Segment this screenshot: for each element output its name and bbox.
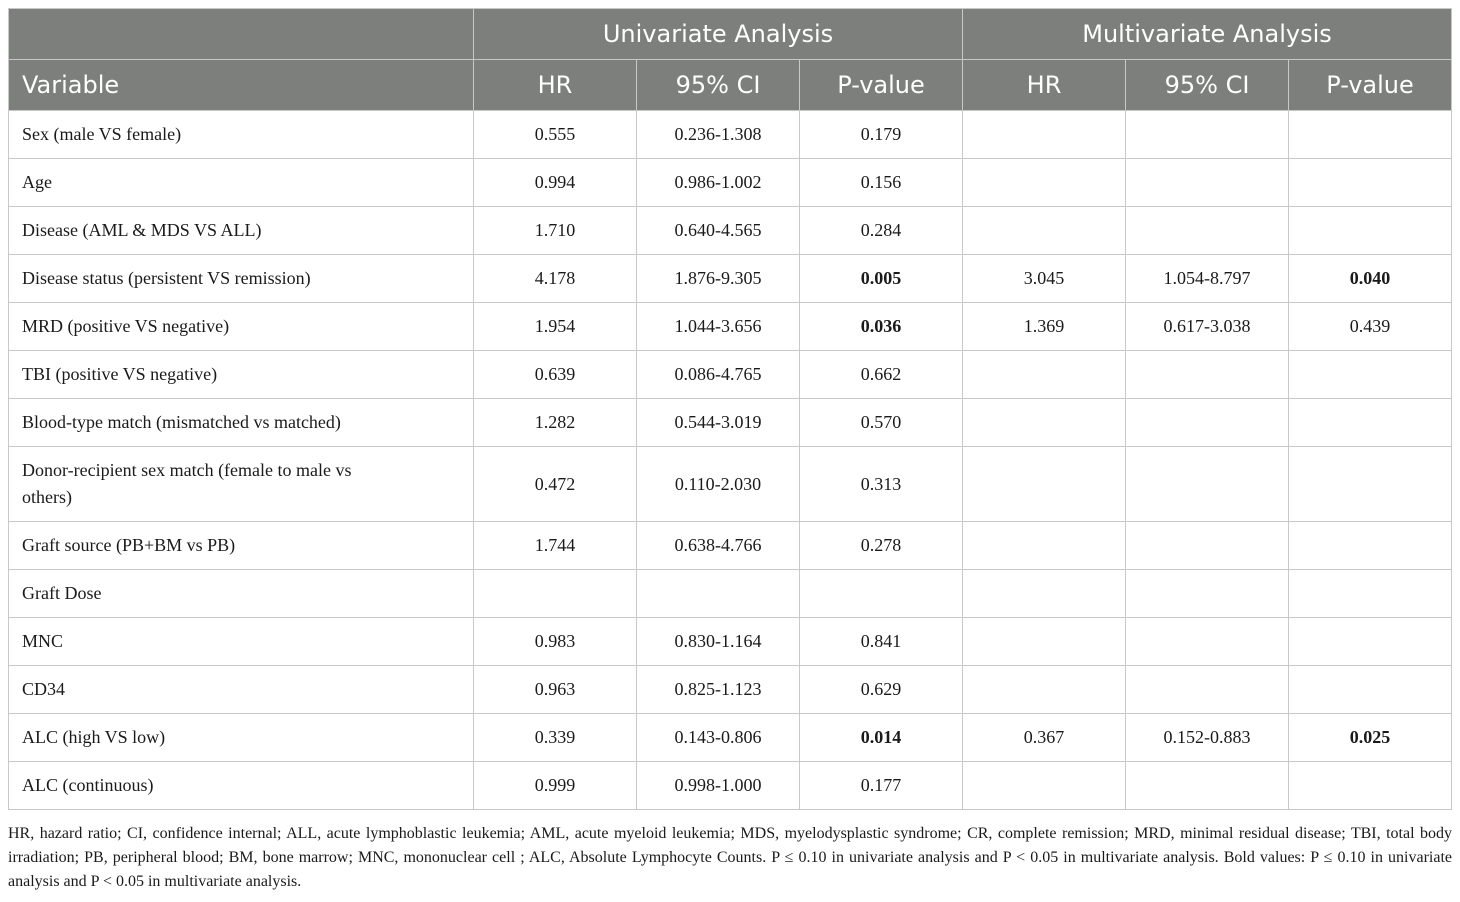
table-row (9, 399, 1452, 447)
multi-ci-cell (1126, 570, 1289, 618)
multi-p-cell (1289, 447, 1452, 522)
multi-p-cell: 0.025 (1289, 714, 1452, 762)
multi-hr-cell: 1.369 (963, 303, 1126, 351)
uni-ci-column-header: 95% CI (637, 60, 800, 111)
multi-ci-cell (1126, 522, 1289, 570)
uni-p-cell: 0.036 (800, 303, 963, 351)
uni-ci-cell (637, 570, 800, 618)
table-row (9, 666, 1452, 714)
multi-p-column-header: P-value (1289, 60, 1452, 111)
variable-cell: Sex (male VS female) (9, 111, 474, 159)
uni-hr-cell: 1.954 (474, 303, 637, 351)
uni-p-column-header: P-value (800, 60, 963, 111)
multi-hr-cell (963, 159, 1126, 207)
multi-p-cell (1289, 570, 1452, 618)
multi-ci-cell: 0.152-0.883 (1126, 714, 1289, 762)
multi-ci-cell (1126, 159, 1289, 207)
multi-p-cell (1289, 207, 1452, 255)
univariate-group-header: Univariate Analysis (474, 9, 963, 60)
uni-ci-cell: 0.110-2.030 (637, 447, 800, 522)
multi-p-cell (1289, 399, 1452, 447)
multi-p-cell (1289, 351, 1452, 399)
variable-cell: Blood-type match (mismatched vs matched) (9, 399, 474, 447)
uni-p-cell: 0.841 (800, 618, 963, 666)
uni-hr-cell: 0.339 (474, 714, 637, 762)
multi-p-cell (1289, 522, 1452, 570)
uni-ci-cell: 0.830-1.164 (637, 618, 800, 666)
variable-cell: Donor-recipient sex match (female to male vs others) (9, 447, 474, 522)
multi-hr-cell (963, 570, 1126, 618)
multi-ci-cell (1126, 399, 1289, 447)
table-row (9, 207, 1452, 255)
table-row (9, 522, 1452, 570)
uni-hr-column-header: HR (474, 60, 637, 111)
uni-hr-cell: 1.710 (474, 207, 637, 255)
variable-cell: ALC (high VS low) (9, 714, 474, 762)
analysis-table-container (8, 8, 1452, 810)
variable-column-header: Variable (9, 60, 474, 111)
uni-hr-cell: 0.472 (474, 447, 637, 522)
uni-hr-cell: 0.963 (474, 666, 637, 714)
multi-p-cell (1289, 762, 1452, 810)
table-row (9, 618, 1452, 666)
multi-p-cell: 0.040 (1289, 255, 1452, 303)
variable-cell: MNC (9, 618, 474, 666)
uni-hr-cell (474, 570, 637, 618)
uni-ci-cell: 0.825-1.123 (637, 666, 800, 714)
uni-p-cell: 0.284 (800, 207, 963, 255)
multi-hr-cell (963, 447, 1126, 522)
uni-hr-cell: 0.983 (474, 618, 637, 666)
uni-p-cell: 0.177 (800, 762, 963, 810)
multivariate-group-header: Multivariate Analysis (963, 9, 1452, 60)
table-body (9, 111, 1452, 810)
multi-hr-cell: 0.367 (963, 714, 1126, 762)
uni-hr-cell: 4.178 (474, 255, 637, 303)
variable-cell: ALC (continuous) (9, 762, 474, 810)
uni-p-cell: 0.179 (800, 111, 963, 159)
uni-p-cell: 0.313 (800, 447, 963, 522)
table-header (9, 9, 1452, 111)
multi-ci-cell (1126, 666, 1289, 714)
uni-ci-cell: 1.876-9.305 (637, 255, 800, 303)
table-row (9, 762, 1452, 810)
uni-hr-cell: 1.282 (474, 399, 637, 447)
multi-hr-cell (963, 207, 1126, 255)
multi-p-cell (1289, 159, 1452, 207)
multi-hr-cell: 3.045 (963, 255, 1126, 303)
uni-p-cell: 0.278 (800, 522, 963, 570)
uni-p-cell: 0.662 (800, 351, 963, 399)
multi-hr-cell (963, 762, 1126, 810)
variable-cell: Age (9, 159, 474, 207)
uni-ci-cell: 0.638-4.766 (637, 522, 800, 570)
uni-p-cell: 0.005 (800, 255, 963, 303)
variable-cell: Graft source (PB+BM vs PB) (9, 522, 474, 570)
multi-p-cell (1289, 618, 1452, 666)
uni-hr-cell: 0.555 (474, 111, 637, 159)
multi-p-cell (1289, 111, 1452, 159)
variable-cell: MRD (positive VS negative) (9, 303, 474, 351)
table-row (9, 159, 1452, 207)
uni-ci-cell: 0.236-1.308 (637, 111, 800, 159)
multi-hr-cell (963, 522, 1126, 570)
uni-ci-cell: 0.640-4.565 (637, 207, 800, 255)
uni-hr-cell: 1.744 (474, 522, 637, 570)
variable-cell: Disease (AML & MDS VS ALL) (9, 207, 474, 255)
multi-ci-cell (1126, 351, 1289, 399)
uni-p-cell (800, 570, 963, 618)
multi-p-cell: 0.439 (1289, 303, 1452, 351)
uni-hr-cell: 0.999 (474, 762, 637, 810)
variable-cell: CD34 (9, 666, 474, 714)
variable-cell: Disease status (persistent VS remission) (9, 255, 474, 303)
multi-ci-cell: 0.617-3.038 (1126, 303, 1289, 351)
uni-p-cell: 0.156 (800, 159, 963, 207)
multi-ci-cell (1126, 762, 1289, 810)
multi-ci-cell: 1.054-8.797 (1126, 255, 1289, 303)
table-footnote: HR, hazard ratio; CI, confidence internal; ALL, acute lymphoblastic leukemia; AML, acute myeloid leukemia; MDS, myelodysplastic syndrome; CR, complete remission; MRD, minimal residual disease; TBI, total body irradiation; PB, peripheral blood; BM, bone marrow; MNC, mononuclear cell ; ALC, Absolute Lymphocyte Counts. P ≤ 0.10 in univariate analysis and P < 0.05 in multivariate analysis. Bold values: P ≤ 0.10 in univariate analysis and P < 0.05 in multivariate analysis. (8, 825, 1452, 890)
multi-ci-cell (1126, 207, 1289, 255)
table-row (9, 447, 1452, 522)
multi-ci-cell (1126, 618, 1289, 666)
header-blank-cell (9, 9, 474, 60)
table-row (9, 111, 1452, 159)
table-row (9, 570, 1452, 618)
variable-cell: Graft Dose (9, 570, 474, 618)
uni-ci-cell: 0.986-1.002 (637, 159, 800, 207)
multi-hr-cell (963, 111, 1126, 159)
uni-p-cell: 0.629 (800, 666, 963, 714)
uni-p-cell: 0.014 (800, 714, 963, 762)
analysis-table (8, 8, 1452, 810)
multi-ci-column-header: 95% CI (1126, 60, 1289, 111)
multi-hr-cell (963, 618, 1126, 666)
variable-cell: TBI (positive VS negative) (9, 351, 474, 399)
uni-ci-cell: 0.998-1.000 (637, 762, 800, 810)
uni-ci-cell: 0.143-0.806 (637, 714, 800, 762)
table-row (9, 255, 1452, 303)
multi-hr-cell (963, 351, 1126, 399)
multi-ci-cell (1126, 447, 1289, 522)
multi-hr-cell (963, 399, 1126, 447)
multi-hr-column-header: HR (963, 60, 1126, 111)
multi-p-cell (1289, 666, 1452, 714)
uni-p-cell: 0.570 (800, 399, 963, 447)
uni-hr-cell: 0.994 (474, 159, 637, 207)
uni-ci-cell: 0.544-3.019 (637, 399, 800, 447)
table-row (9, 351, 1452, 399)
uni-hr-cell: 0.639 (474, 351, 637, 399)
multi-hr-cell (963, 666, 1126, 714)
uni-ci-cell: 0.086-4.765 (637, 351, 800, 399)
uni-ci-cell: 1.044-3.656 (637, 303, 800, 351)
table-row (9, 303, 1452, 351)
multi-ci-cell (1126, 111, 1289, 159)
table-row (9, 714, 1452, 762)
